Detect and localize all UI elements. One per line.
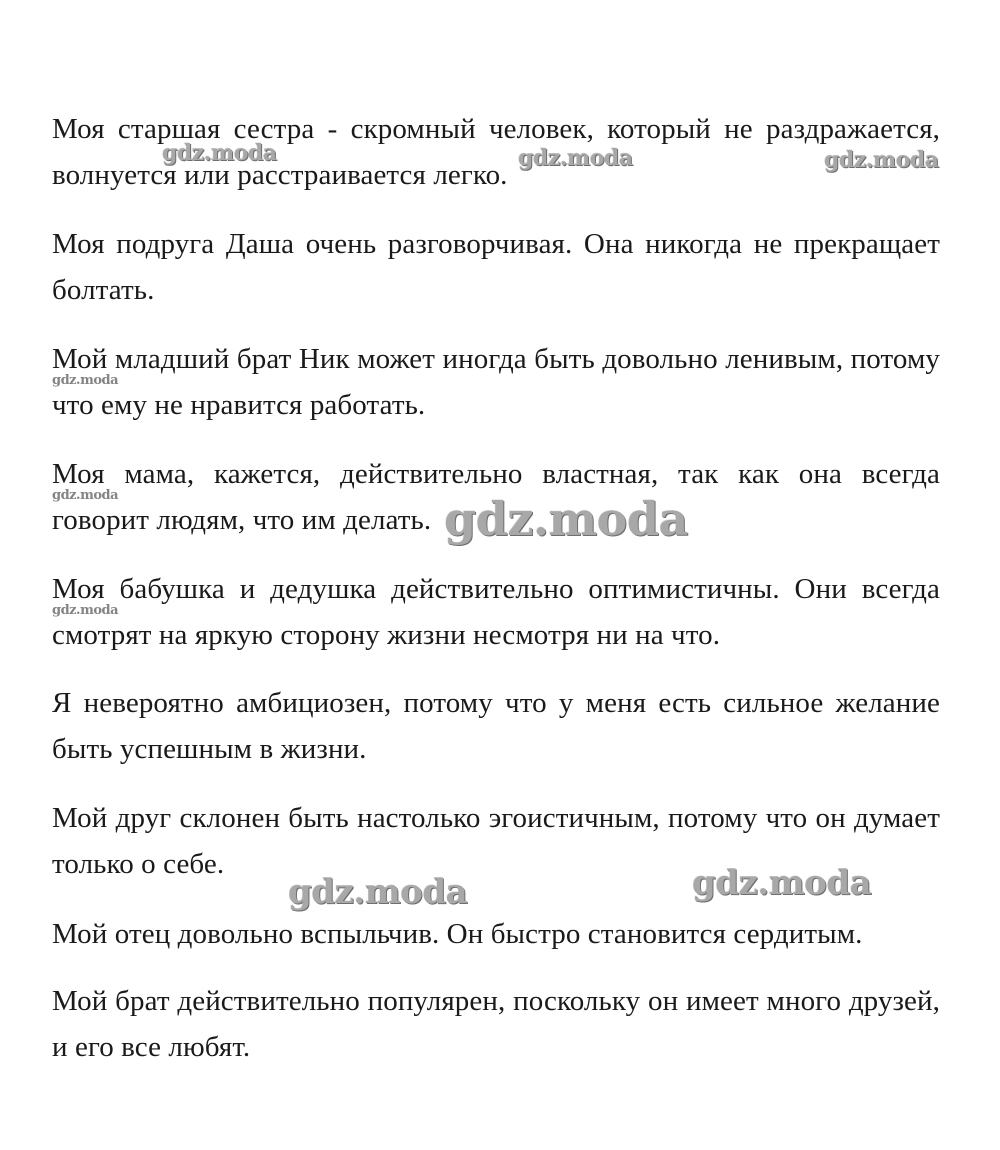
paragraph-1: Моя старшая сестра - скромный человек, который не раздражается, волнуется или расстраивается легко. [52,113,940,191]
paragraph-5: Моя бабушка и дедушка действительно оптимистичны. Они всегда смотрят на яркую сторону жизни несмотря ни на что. [52,573,940,651]
watermark: gdz.moda [288,872,468,912]
watermark: gdz.moda [52,373,119,388]
watermark: gdz.moda [824,147,939,173]
paragraph-6: Я невероятно амбициозен, потому что у меня есть сильное желание быть успешным в жизни. [52,687,940,765]
paragraph-4: Моя мама, кажется, действительно властная, так как она всегда говорит людям, что им делать. [52,458,940,536]
watermark: gdz.moda [52,488,119,503]
paragraph-7: Мой друг склонен быть настолько эгоистичным, потому что он думает только о себе. [52,802,940,880]
paragraph-3: Мой младший брат Ник может иногда быть довольно ленивым, потому что ему не нравится работать. [52,343,940,421]
watermark: gdz.moda [52,603,119,618]
watermark: gdz.moda [444,492,688,546]
watermark: gdz.moda [692,863,872,903]
watermark: gdz.moda [162,140,277,166]
paragraph-9: Мой брат действительно популярен, поскольку он имеет много друзей, и его все любят. [52,985,940,1063]
paragraph-8: Мой отец довольно вспыльчив. Он быстро становится сердитым. [52,918,863,950]
paragraph-2: Моя подруга Даша очень разговорчивая. Она никогда не прекращает болтать. [52,228,940,306]
watermark: gdz.moda [518,145,633,171]
